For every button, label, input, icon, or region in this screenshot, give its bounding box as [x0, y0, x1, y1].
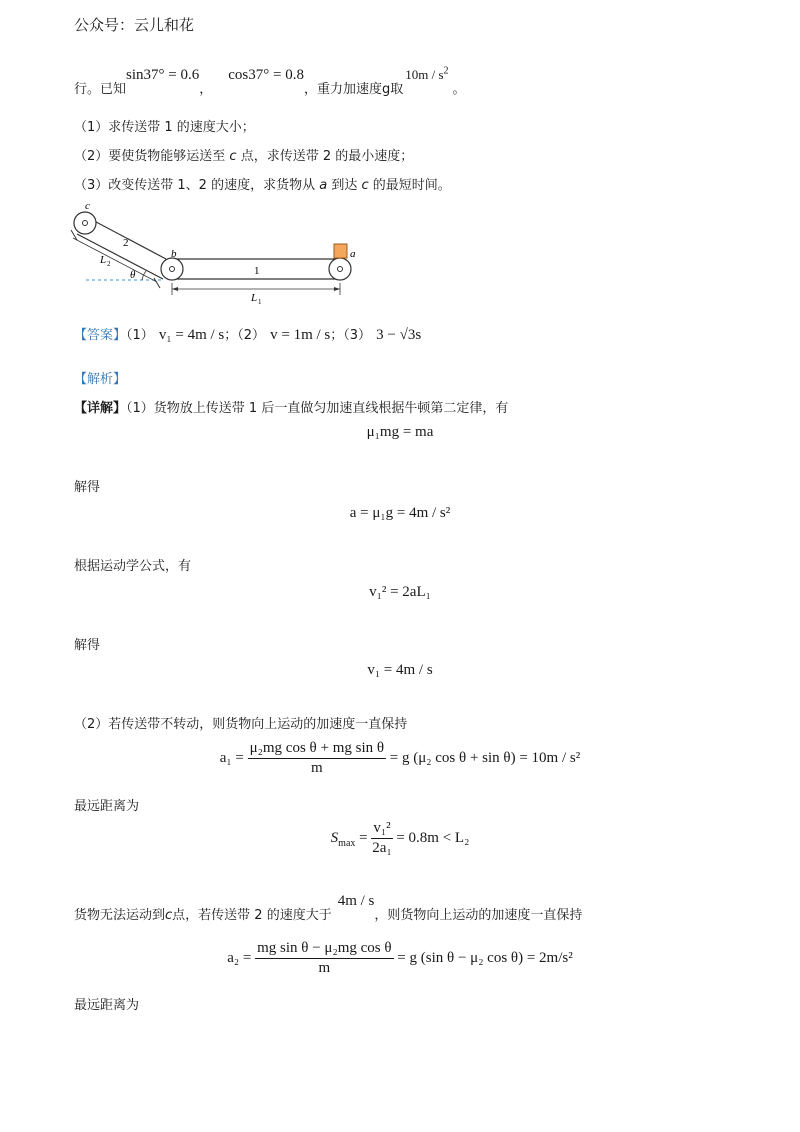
l2-dimension-line	[73, 238, 157, 282]
answer-p1: （1）	[126, 328, 154, 343]
label-l1: L	[251, 292, 258, 304]
part-2-text: （2）若传送带不转动，则货物向上运动的加速度一直保持	[74, 717, 408, 732]
far-distance-label-2: 最远距离为	[74, 998, 140, 1013]
eq6-eq: =	[359, 829, 368, 846]
eq7-rhs: = g (sin θ − μ₂ cos θ) = 2m/s²	[397, 949, 573, 966]
question-2	[74, 145, 413, 164]
q3-point-c: c	[361, 178, 369, 193]
problem-given-line	[74, 64, 466, 97]
analysis-tag: 【解析】	[74, 372, 127, 387]
pulley-a	[329, 258, 351, 280]
cannot-text-a: 货物无法运动到	[74, 908, 166, 923]
sin-equation: sin37° = 0.6	[126, 67, 200, 83]
eq7-numerator: mg sin θ − μ₂mg cos θ	[255, 940, 393, 959]
equation-7	[0, 940, 800, 977]
cannot-speed: 4m / s	[337, 893, 375, 909]
g-exponent: 2	[443, 65, 449, 77]
q2-point-c: c	[229, 149, 237, 164]
kinematics-label: 根据运动学公式，有	[74, 559, 192, 574]
detail-tag: 【详解】	[74, 401, 127, 416]
eq6-denominator: 2a₁	[372, 840, 392, 856]
eq6-lhs	[330, 829, 356, 849]
eq6-sub: max	[338, 837, 356, 849]
equation-6	[0, 820, 800, 857]
equation-4: v₁ = 4m / s	[367, 662, 433, 678]
cannot-reach-line	[74, 890, 583, 923]
eq5-rhs: = g (μ₂ cos θ + sin θ) = 10m / s²	[389, 749, 581, 766]
answer-tag: 【答案】	[74, 328, 127, 343]
pulley-c	[74, 212, 96, 234]
gravity-text: ，重力加速度	[303, 82, 382, 97]
conveyor-diagram	[68, 200, 368, 310]
answer-line	[74, 324, 421, 344]
eq6-rhs: = 0.8m < L₂	[396, 829, 470, 846]
label-l2: L	[100, 254, 107, 266]
cannot-point-c: c	[165, 908, 173, 923]
far-distance-label-1: 最远距离为	[74, 799, 140, 814]
q3-point-a: a	[319, 178, 328, 193]
question-1: （1）求传送带 1 的速度大小；	[74, 120, 255, 135]
pulley-b	[161, 258, 183, 280]
l1-arrow-left	[172, 287, 178, 291]
label-belt-1: 1	[254, 265, 260, 277]
g-symbol: g	[381, 82, 391, 97]
label-c: c	[85, 200, 90, 212]
q2-text-b: 点，求传送带 2 的最小速度；	[240, 149, 414, 164]
q3-text-c: 的最短时间。	[372, 178, 451, 193]
label-b: b	[171, 248, 177, 260]
equation-2: a = μ₁g = 4m / s²	[349, 505, 451, 521]
answer-s2: ；（3）	[330, 328, 372, 343]
label-a: a	[350, 248, 356, 260]
eq7-denominator: m	[318, 960, 331, 976]
answer-2: v = 1m / s	[270, 327, 331, 343]
q3-text-b: 到达	[331, 178, 358, 193]
solve-label-2: 解得	[74, 638, 101, 653]
q2-text-a: （2）要使货物能够运送至	[74, 149, 226, 164]
cannot-text-d: ，则货物向上运动的加速度一直保持	[374, 908, 583, 923]
take-text: 取	[390, 82, 404, 97]
equation-1: μ₁mg = ma	[366, 424, 434, 440]
eq7-fraction	[255, 940, 393, 977]
cos-equation: cos37° = 0.8	[228, 67, 304, 83]
l1-arrow-right	[334, 287, 340, 291]
account-header: 公众号：云儿和花	[74, 16, 195, 34]
solve-label-1: 解得	[74, 480, 101, 495]
equation-3: v₁² = 2aL₁	[369, 584, 431, 600]
answer-1: v₁ = 4m / s	[158, 327, 225, 343]
question-3	[74, 174, 451, 193]
eq6-s: S	[330, 829, 339, 846]
detail-text: （1）货物放上传送带 1 后一直做匀加速直线根据牛顿第二定律，有	[126, 401, 509, 416]
eq5-lhs: a₁ =	[219, 749, 244, 766]
belt-2-bottom	[77, 234, 163, 279]
eq5-fraction	[248, 740, 386, 777]
answer-3: 3 − √3s	[376, 327, 422, 343]
detail-line	[74, 397, 508, 416]
eq6-fraction	[371, 820, 392, 857]
eq5-numerator: μ₂mg cos θ + mg sin θ	[248, 740, 386, 759]
cargo-box	[334, 244, 347, 258]
label-theta: θ	[130, 269, 136, 281]
end-mark: 。	[452, 82, 466, 97]
cont-prefix: 行。已知	[74, 82, 127, 97]
label-l1-sub: 1	[258, 298, 262, 306]
cannot-text-b: 点，若传送带 2 的速度大于	[172, 908, 332, 923]
label-l2-sub: 2	[107, 260, 111, 268]
eq6-numerator: v₁²	[371, 820, 392, 839]
g-value-text: 10m / s	[405, 67, 444, 82]
eq7-lhs: a₂ =	[227, 949, 252, 966]
label-belt-2: 2	[123, 237, 129, 249]
g-value	[405, 67, 448, 82]
answer-s1: ；（2）	[224, 328, 266, 343]
eq5-denominator: m	[310, 760, 323, 776]
equation-5	[0, 740, 800, 777]
q3-text-a: （3）改变传送带 1、2 的速度，求货物从	[74, 178, 316, 193]
separator: ，	[199, 82, 213, 97]
